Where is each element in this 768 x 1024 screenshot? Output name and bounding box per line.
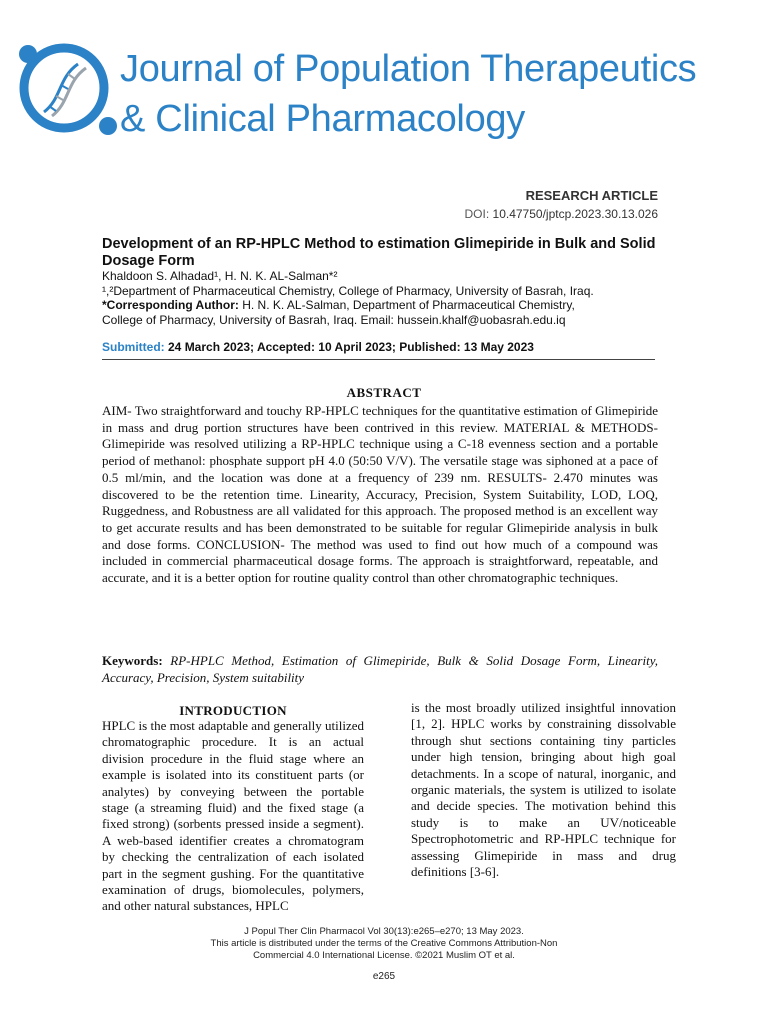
- page-number: e265: [372, 971, 396, 982]
- introduction-heading: INTRODUCTION: [179, 703, 287, 718]
- keywords: [102, 652, 658, 686]
- doi: [465, 207, 659, 221]
- paper-title: Development of an RP-HPLC Method to estimation Glimepiride in Bulk and Solid Dosage Form: [102, 236, 656, 269]
- abstract-heading: ABSTRACT: [346, 385, 422, 400]
- article-type: RESEARCH ARTICLE: [525, 188, 658, 203]
- divider: [102, 359, 655, 360]
- submitted-label: Submitted:: [102, 340, 165, 354]
- keywords-text: RP-HPLC Method, Estimation of Glimepiride, Bulk & Solid Dosage Form, Linearity, Accuracy, Precision, System suitability: [102, 653, 658, 685]
- keywords-label: Keywords:: [102, 653, 163, 668]
- corresponding-author-cont: College of Pharmacy, University of Basrah, Iraq. Email: hussein.khalf@uobasrah.edu.iq: [102, 313, 566, 327]
- journal-title-line-2: & Clinical Pharmacology: [120, 98, 525, 140]
- corresponding-author: [102, 297, 662, 313]
- dates-text: 24 March 2023; Accepted: 10 April 2023; Published: 13 May 2023: [164, 340, 534, 354]
- footer-license-2: Commercial 4.0 International License. ©2021 Muslim OT et al.: [253, 950, 515, 961]
- footer-license-1: This article is distributed under the terms of the Creative Commons Attribution-Non: [210, 938, 558, 949]
- doi-label: DOI:: [464, 207, 493, 221]
- authors: Khaldoon S. Alhadad¹, H. N. K. AL-Salman*²: [102, 269, 338, 283]
- footer-citation: J Popul Ther Clin Pharmacol Vol 30(13):e265–e270; 13 May 2023.: [244, 926, 524, 937]
- corresponding-text: H. N. K. AL-Salman, Department of Pharmaceutical Chemistry,: [238, 298, 575, 312]
- abstract-text: AIM- Two straightforward and touchy RP-HPLC techniques for the quantitative estimation of Glimepiride in mass and drug portion structures have been contrived in this review. MATERIAL & METHODS- Glimepiride was resolved utilizing a RP-HPLC technique using a C-18 evenness section and a portable period of methanol: phosphate support pH 4.0 (50:50 V/V). The versatile stage was siphoned at a pace of 0.5 ml/min, and the location was done at a frequency of 239 nm. RESULTS- 2.470 minutes was discovered to be the retention time. Linearity, Accuracy, Precision, System Suitability, LOD, LOQ, Ruggedness, and Robustness are all validated for this approach. The proposed method is an excellent way to get accurate results and has been demonstrated to be suitable for regular Glimepiride analysis in bulk and dose forms. CONCLUSION- The method was used to find out how much of a compound was included in commercial pharmaceutical dosage forms. The approach is straightforward, repeatable, and accurate, and it is a better option for routine quality control than other chromatographic techniques.: [102, 403, 658, 586]
- doi-link[interactable]: 10.47750/jptcp.2023.30.13.026: [492, 207, 658, 221]
- affiliation: ¹,²Department of Pharmaceutical Chemistry, College of Pharmacy, University of Basrah, Iraq.: [102, 284, 594, 298]
- introduction-column-1: HPLC is the most adaptable and generally utilized chromatographic procedure. It is an actual division procedure in the fluid stage where an example is isolated into its constituent parts (or analytes) by conveying between the portable stage (a streaming fluid) and the fixed stage (a fixed strong) (sorbents pressed inside a segment). A web-based identifier creates a chromatogram by checking the centralization of each isolated part in the segment gushing. For the quantitative examination of drugs, biomolecules, polymers, and other natural substances, HPLC: [102, 718, 364, 914]
- corresponding-label: *Corresponding Author:: [102, 298, 239, 312]
- journal-title-line-1: Journal of Population Therapeutics: [120, 48, 697, 90]
- publication-dates: [102, 340, 534, 354]
- journal-logo-icon: [12, 34, 118, 140]
- introduction-column-2: is the most broadly utilized insightful innovation [1, 2]. HPLC works by constraining dissolvable through shut sections containing tiny particles under high tension, bringing about high goal detachments. In a scope of natural, inorganic, and organic materials, the system is utilized to isolate and decide species. The motivation behind this study is to make an UV/noticeable Spectrophotometric and RP-HPLC technique for assessing Glimepiride in mass and drug definitions [3-6].: [411, 700, 676, 880]
